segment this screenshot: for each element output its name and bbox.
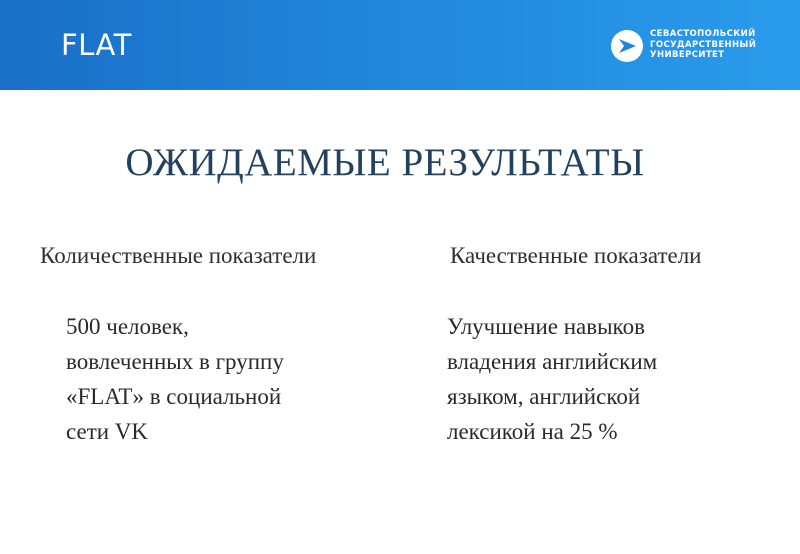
university-name-line: СЕВАСТОПОЛЬСКИЙ — [650, 29, 756, 39]
header-bar — [0, 0, 800, 90]
text-line: сети VK — [66, 419, 149, 444]
text-line: Улучшение навыков — [447, 314, 645, 339]
text-line: языком, английской — [447, 384, 641, 409]
text-line: вовлеченных в группу — [66, 349, 284, 374]
slide-title: ОЖИДАЕМЫЕ РЕЗУЛЬТАТЫ — [125, 141, 645, 184]
university-name — [650, 29, 790, 61]
text-line: владения английским — [447, 349, 658, 374]
university-name-line: ГОСУДАРСТВЕННЫЙ — [650, 39, 757, 50]
text-line: 500 человек, — [66, 314, 189, 339]
university-name-line: УНИВЕРСИТЕТ — [650, 50, 725, 60]
text-line: «FLAT» в социальной — [66, 384, 282, 409]
qualitative-heading: Качественные показатели — [450, 243, 702, 268]
qualitative-text — [447, 309, 767, 449]
quantitative-text — [66, 309, 366, 449]
quantitative-heading: Количественные показатели — [40, 243, 317, 268]
text-line: лексикой на 25 % — [447, 419, 618, 444]
university-logo — [610, 27, 790, 67]
university-logo-icon — [610, 29, 644, 63]
brand-title: FLAT — [61, 28, 132, 62]
